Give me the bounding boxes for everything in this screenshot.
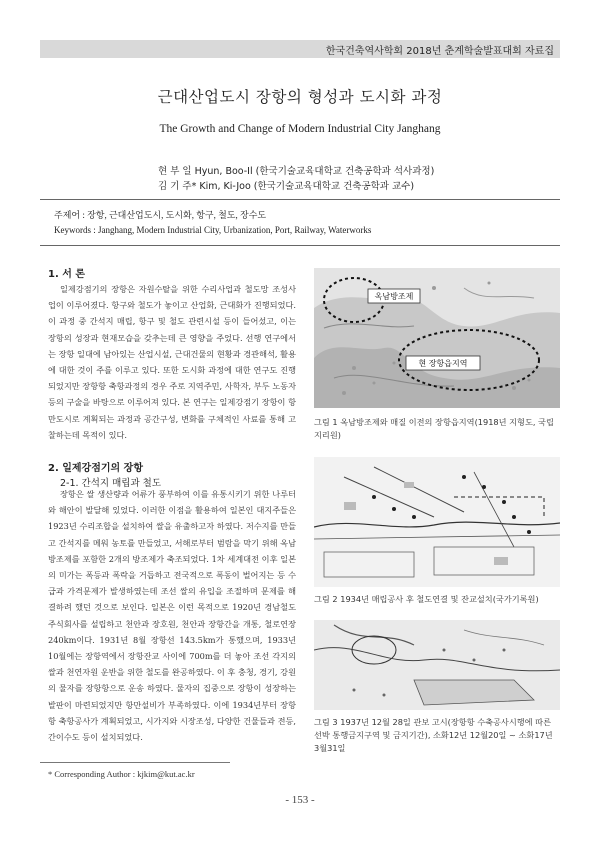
footnote-divider (40, 762, 230, 763)
title-english: The Growth and Change of Modern Industrial City Janghang (159, 123, 441, 135)
figure-2-plan (314, 457, 560, 587)
keywords-english: Keywords : Janghang, Modern Industrial City, Urbanization, Port, Railway, Waterworks (54, 225, 372, 235)
running-header-text: 한국건축역사학회 2018년 춘계학술발표대회 자료집 (325, 46, 554, 57)
footnote: * Corresponding Author : kjkim@kut.ac.kr (48, 769, 195, 779)
author-2: 김 기 주* Kim, Ki-Joo (한국기술교육대학교 건축공학과 교수) (158, 181, 415, 192)
figure-3-notice-map (314, 620, 560, 710)
title-korean: 근대산업도시 장항의 형성과 도시화 과정 (157, 88, 443, 106)
section-1-heading: 1. 서 론 (48, 269, 86, 280)
figure-1-label-dike: 옥남방조제 (374, 292, 414, 301)
figure-3-caption: 그림 3 1937년 12월 28일 관보 고시(장항항 수축공사시행에 따른 선박 통행금지구역 및 금지기간), 소화12년 12월20일 ~ 소화17년 3월31일 (314, 717, 553, 753)
section-2-1-heading: 2-1. 간석지 매립과 철도 (60, 478, 162, 489)
running-header-bar (40, 40, 560, 58)
keywords-korean: 주제어 : 장항, 근대산업도시, 도시화, 항구, 철도, 장수도 (54, 210, 267, 220)
figure-1-label-town: 현 장항읍지역 (418, 359, 468, 368)
figure-1-caption: 그림 1 옥남방조제와 매질 이전의 장항읍지역(1918년 지형도, 국립지리원) (314, 417, 554, 440)
figure-1-map (314, 268, 560, 408)
page-number: - 153 - (285, 794, 315, 806)
author-1: 현 부 일 Hyun, Boo-Il (한국기술교육대학교 건축공학과 석사과정) (158, 166, 435, 177)
section-2-heading: 2. 일제강점기의 장항 (48, 463, 143, 474)
figure-2-caption: 그림 2 1934년 매립공사 후 철도연결 및 잔교설치(국가기록원) (314, 594, 539, 604)
section-1-body: 일제강점기의 장항은 자원수탈을 위한 수리사업과 철도망 조성사업이 이루어졌다. 항구와 철도가 놓이고 산업화, 근대화가 진행되었다. 이 과정 중 간석지 매립, 항구 및 철도 관련시설 등이 들어섰고, 이는 장항의 성장과 현재모습을 갖추는데 큰 영향을 주었다. 선행 연구에서는 장항 일대에 남아있는 산업시설, 근대건물의 현황과 경관해석, 활용에 대한 것이 주를 이루고 있다. 또한 도시화 과정에 대한 연구도 진행되었지만 장항항 축항과정의 경우 주로 지역주민, 사학자, 부두 노동자 등의 구술을 바탕으로 이루어져 있다. 본 연구는 일제강점기 장항이 항만도시로 계획되는 과정과 공간구성, 변화를 구체적인 사료를 통해 고찰하는데 목적이 있다. (48, 284, 296, 440)
section-2-body: 장항은 쌀 생산량과 어류가 풍부하여 이를 유통시키기 위한 나루터와 해안이 발달해 있었다. 이러한 이점을 활용하여 일본인 대지주들은 1923년 수리조합을 설치하여 쌀을 유출하고자 하였다. 저수지를 만들고 간석지를 메워 농토를 만들었고, 서해로부터 범람을 막기 위해 옥남방조제를 포함한 2개의 방조제가 축조되었다. 1차 세계대전 이후 일본의 미가는 폭등과 폭락을 거듭하고 전국적으로 폭동이 벌어지는 등 수급과 가격문제가 발생하였는데 조선 쌀의 유입을 조절하며 문제를 해결하려 했던 것으로 보인다. 일본은 이런 목적으로 1920년 경남철도주식회사를 설립하고 천안과 장호원, 천안과 장항간을 개통, 철로연장 240km이다. 1931년 8월 장항선 143.5km가 통했으며, 1933년 10월에는 장항역에서 장항잔교 사이에 700m를 더 놓아 조선 각지의 쌀과 천연자원 운반을 위한 철도를 완공하였다. 이 후 충청, 경기, 강원의 물자를 장항항으로 운송 하였다. 물자의 집중으로 장항이 성장하는 발판이 마련되었지만 항만설비가 부족하였다. 이에 1934년부터 장항항 축항공사가 계획되었고, 시가지와 시장조성, 다양한 건물들과 전등, 간이수도 등이 설치되었다. (48, 489, 296, 743)
keywords-box (40, 199, 560, 246)
